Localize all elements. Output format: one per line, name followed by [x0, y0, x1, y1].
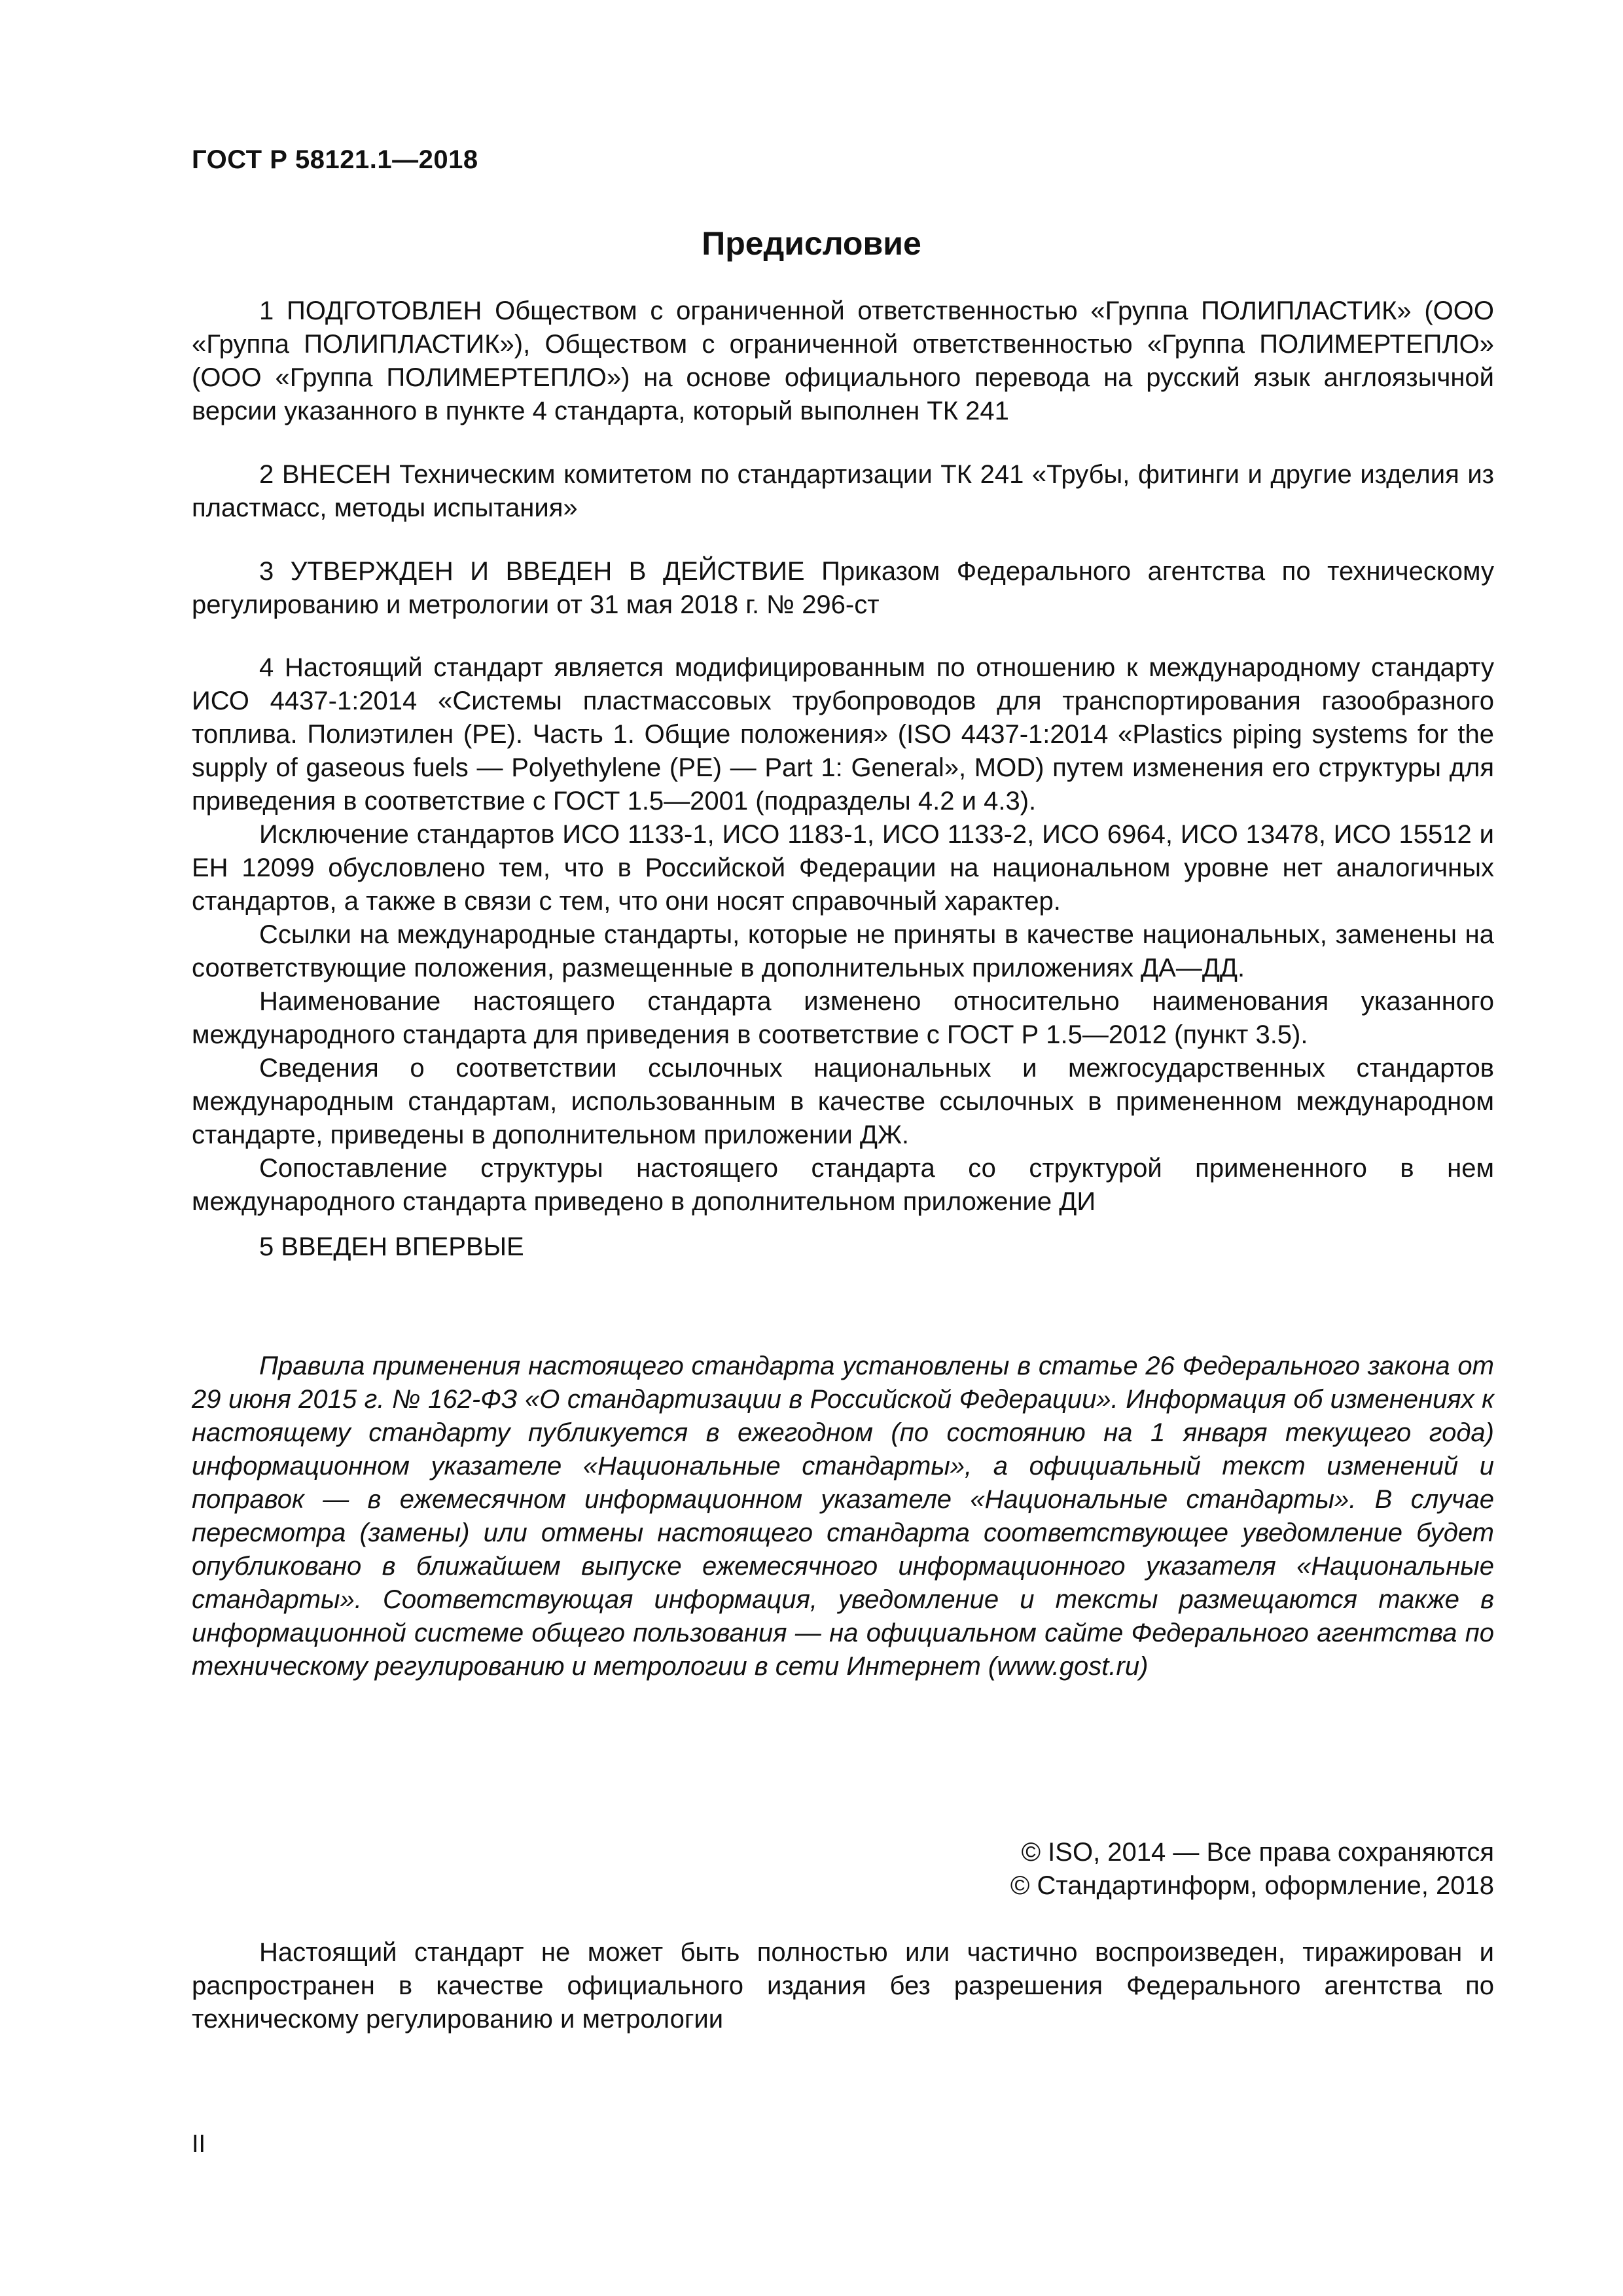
foreword-item-1: [192, 295, 1494, 428]
paragraph: Наименование настоящего стандарта изменено относительно наименования указанного международного стандарта для приведения в соответствие с ГОСТ Р 1.5—2012 (пункт 3.5).: [192, 987, 1494, 1049]
foreword-item-5: [192, 1230, 1494, 1264]
paragraph: Ссылки на международные стандарты, которые не приняты в качестве национальных, заменены на соответствующие положения, размещенные в дополнительных приложениях ДА—ДД.: [192, 920, 1494, 982]
copyright-iso: © ISO, 2014 — Все права сохраняются: [1021, 1838, 1494, 1867]
legal-notice: [192, 1350, 1494, 1683]
paragraph: 4 Настоящий стандарт является модифицированным по отношению к международному стандарту ИСО 4437-1:2014 «Системы пластмассовых трубопроводов для транспортирования газообразного топлива. Полиэтилен (PE). Часть 1. Общие положения» (ISO 4437-1:2014 «Plastics piping systems for the supply of gaseous fuels — Polyethylene (PE) — Part 1: General», MOD) путем изменения его структуры для приведения в соответствие с ГОСТ 1.5—2001 (подразделы 4.2 и 4.3).: [192, 653, 1494, 816]
paragraph: 1 ПОДГОТОВЛЕН Обществом с ограниченной ответственностью «Группа ПОЛИПЛАСТИК» (ООО «Группа ПОЛИПЛАСТИК»), Обществом с ограниченной ответственностью «Группа ПОЛИМЕРТЕПЛО» (ООО «Группа ПОЛИМЕРТЕПЛО») на основе официального перевода на русский язык англоязычной версии указанного в пункте 4 стандарта, который выполнен ТК 241: [192, 296, 1494, 425]
page-title: Предисловие: [702, 225, 921, 262]
paragraph: Исключение стандартов ИСО 1133-1, ИСО 1183-1, ИСО 1133-2, ИСО 6964, ИСО 13478, ИСО 15512 и ЕН 12099 обусловлено тем, что в Российской Федерации на национальном уровне нет аналогичных стандартов, а также в связи с тем, что они носят справочный характер.: [192, 820, 1494, 916]
copyright-block: [1010, 1836, 1494, 1903]
reproduction-text: Настоящий стандарт не может быть полностью или частично воспроизведен, тиражирован и распространен в качестве официального издания без разрешения Федерального агентства по техническому регулированию и метрологии: [192, 1938, 1494, 2034]
paragraph: Сведения о соответствии ссылочных национальных и межгосударственных стандартов международным стандартам, использованным в качестве ссылочных в примененном международном стандарте, приведены в дополнительном приложении ДЖ.: [192, 1054, 1494, 1149]
foreword-item-4: [192, 651, 1494, 1219]
paragraph: Сопоставление структуры настоящего стандарта со структурой примененного в нем международного стандарта приведено в дополнительном приложение ДИ: [192, 1154, 1494, 1216]
paragraph: 5 ВВЕДЕН ВПЕРВЫЕ: [259, 1232, 524, 1261]
paragraph: 3 УТВЕРЖДЕН И ВВЕДЕН В ДЕЙСТВИЕ Приказом Федерального агентства по техническому регулированию и метрологии от 31 мая 2018 г. № 296-ст: [192, 557, 1494, 619]
notice-text: Правила применения настоящего стандарта установлены в статье 26 Федерального закона от 29 июня 2015 г. № 162-ФЗ «О стандартизации в Российской Федерации». Информация об изменениях к настоящему стандарту публикуется в ежегодном (по состоянию на 1 января текущего года) информационном указателе «Национальные стандарты», а официальный текст изменений и поправок — в ежемесячном информационном указателе «Национальные стандарты». В случае пересмотра (замены) или отмены настоящего стандарта соответствующее уведомление будет опубликовано в ближайшем выпуске ежемесячного информационного указателя «Национальные стандарты». Соответствующая информация, уведомление и тексты размещаются также в информационной системе общего пользования — на официальном сайте Федерального агентства по техническому регулированию и метрологии в сети Интернет (www.gost.ru): [192, 1352, 1494, 1681]
paragraph: 2 ВНЕСЕН Техническим комитетом по стандартизации ТК 241 «Трубы, фитинги и другие изделия из пластмасс, методы испытания»: [192, 460, 1494, 522]
document-code: ГОСТ Р 58121.1—2018: [192, 145, 478, 174]
foreword-item-2: [192, 458, 1494, 525]
copyright-standartinform: © Стандартинформ, оформление, 2018: [1010, 1871, 1494, 1900]
reproduction-notice: [192, 1936, 1494, 2036]
foreword-item-3: [192, 555, 1494, 622]
page-number: II: [192, 2130, 206, 2158]
